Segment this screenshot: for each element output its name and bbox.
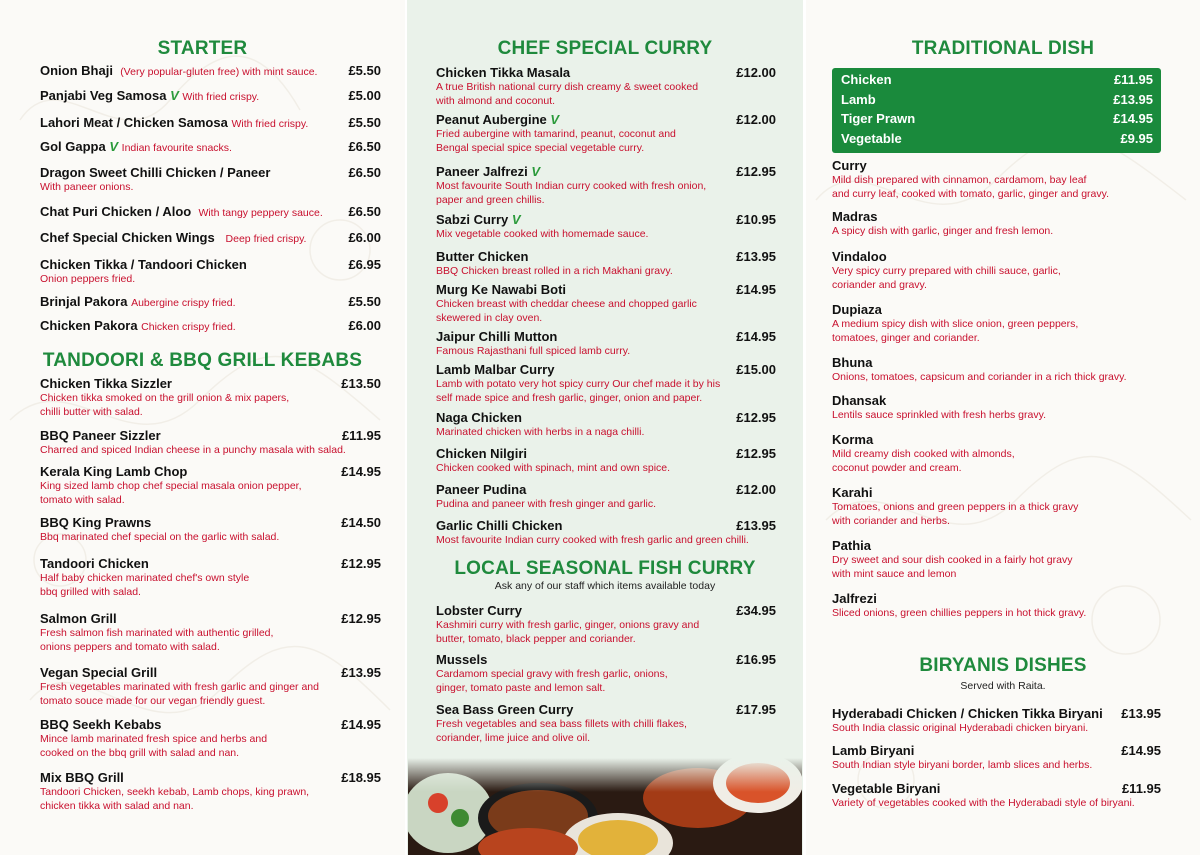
menu-item: [436, 362, 776, 405]
item-price: £6.95: [348, 257, 381, 272]
item-description: Lamb with potato very hot spicy curry Our chef made it by his: [436, 378, 721, 390]
menu-item: [40, 294, 381, 309]
item-description: coriander and gravy.: [832, 278, 927, 291]
item-price: £11.95: [341, 428, 381, 443]
item-name: BBQ King Prawns: [40, 515, 152, 530]
vegetarian-icon: V: [170, 88, 179, 103]
item-description: Fried aubergine with tamarind, peanut, coconut and: [436, 128, 676, 140]
item-description: chicken tikka with salad and nan.: [40, 799, 194, 812]
item-description: ginger, tomato paste and lemon salt.: [436, 681, 606, 694]
item-name: Chat Puri Chicken / Aloo: [40, 204, 192, 219]
chef-special-heading: CHEF SPECIAL CURRY: [497, 38, 713, 59]
item-price: £15.00: [736, 362, 776, 377]
item-description: self made spice and fresh garlic, ginger, onion and paper.: [436, 391, 703, 404]
item-name: Tandoori Chicken: [40, 556, 149, 571]
menu-item: [40, 515, 381, 545]
item-price: £6.00: [348, 318, 381, 333]
item-description: Charred and spiced Indian cheese in a punchy masala with salad.: [40, 444, 346, 456]
menu-item: [832, 743, 1161, 773]
menu-item: [40, 165, 381, 195]
item-name: Chicken Tikka Sizzler: [40, 376, 172, 391]
item-description: tomato with salad.: [40, 493, 125, 506]
menu-item: [832, 706, 1161, 736]
item-name: Sea Bass Green Curry: [436, 702, 574, 717]
item-description: Famous Rajasthani full spiced lamb curry.: [436, 345, 631, 357]
menu-item: [40, 318, 381, 333]
item-price: £10.95: [736, 212, 776, 227]
item-price: £11.95: [1121, 781, 1161, 796]
item-name: Chicken Nilgiri: [436, 446, 528, 461]
item-description: Half baby chicken marinated chef's own style: [40, 572, 250, 584]
item-description: Mince lamb marinated fresh spice and herbs and: [40, 733, 268, 745]
item-name: Chicken Pakora: [40, 318, 138, 333]
item-name: Panjabi Veg Samosa: [40, 88, 167, 103]
item-name: Lobster Curry: [436, 603, 522, 618]
food-photo: [408, 758, 802, 855]
traditional-heading: TRADITIONAL DISH: [911, 38, 1095, 59]
item-price: £5.50: [348, 115, 381, 130]
item-price: £6.50: [348, 165, 381, 180]
vegetarian-icon: V: [511, 212, 521, 227]
menu-item: [832, 355, 1172, 385]
menu-item: [40, 611, 381, 654]
menu-item: [436, 446, 776, 476]
menu-item: [436, 164, 776, 207]
item-name: Dupiaza: [832, 302, 882, 317]
menu-item: [436, 702, 776, 745]
item-name: Peanut Aubergine: [436, 112, 547, 127]
menu-item: [40, 204, 381, 219]
menu-item: [832, 485, 1172, 528]
item-description: Very spicy curry prepared with chilli sauce, garlic,: [832, 265, 1061, 277]
item-price: £12.00: [736, 112, 776, 127]
item-price: £5.50: [348, 294, 381, 309]
item-name: Chef Special Chicken Wings: [40, 230, 215, 245]
item-name: Naga Chicken: [436, 410, 522, 425]
item-price: £12.95: [736, 164, 776, 179]
item-description: Chicken cooked with spinach, mint and own spice.: [436, 462, 671, 474]
menu-item: [436, 282, 776, 325]
item-description: Fresh salmon fish marinated with authentic grilled,: [40, 627, 274, 639]
starter-heading: STARTER: [157, 38, 248, 59]
item-price: £34.95: [736, 603, 776, 618]
menu-item: [832, 209, 1172, 239]
menu-item: [40, 139, 381, 154]
item-price: £12.95: [736, 446, 776, 461]
item-price: £6.50: [348, 139, 381, 154]
item-price: £14.50: [341, 515, 381, 530]
food-photo-illustration: [408, 758, 802, 855]
item-description: Bbq marinated chef special on the garlic with salad.: [40, 531, 280, 543]
item-price: £14.95: [341, 464, 381, 479]
menu-item: [832, 249, 1172, 292]
item-price: £6.50: [348, 204, 381, 219]
vegetarian-icon: V: [550, 112, 560, 127]
menu-item: [40, 717, 381, 760]
menu-item: [40, 464, 381, 507]
item-description: with mint sauce and lemon: [832, 567, 957, 580]
item-price: £17.95: [736, 702, 776, 717]
item-description: Marinated chicken with herbs in a naga chilli.: [436, 426, 645, 438]
item-price: £13.95: [736, 518, 776, 533]
menu-item: [436, 112, 776, 155]
item-description: Pudina and paneer with fresh ginger and garlic.: [436, 498, 657, 510]
menu-item: [436, 410, 776, 440]
item-description: Dry sweet and sour dish cooked in a fairly hot gravy: [832, 554, 1073, 566]
item-description: Onions, tomatoes, capsicum and coriander in a rich thick gravy.: [832, 371, 1127, 383]
item-name: Madras: [832, 209, 878, 224]
item-description: Mild dish prepared with cinnamon, cardamom, bay leaf: [832, 174, 1087, 186]
item-name: Vindaloo: [832, 249, 887, 264]
menu-item: [832, 302, 1172, 345]
menu-item: [436, 652, 776, 695]
item-description: chilli butter with salad.: [40, 405, 143, 418]
menu-item: [436, 249, 776, 279]
item-price: £13.95: [1121, 706, 1161, 721]
item-description: A medium spicy dish with slice onion, green peppers,: [832, 318, 1079, 330]
item-description: coriander, lime juice and olive oil.: [436, 731, 591, 744]
item-description: Mix vegetable cooked with homemade sauce.: [436, 228, 649, 240]
right-column: [806, 0, 1200, 855]
item-description: Indian favourite snacks.: [121, 142, 232, 154]
item-description: (Very popular-gluten free) with mint sauce.: [120, 66, 318, 78]
traditional-price-box: [832, 68, 1161, 153]
price-row-value: £13.95: [1113, 92, 1153, 107]
item-description: skewered in clay oven.: [436, 311, 543, 324]
item-price: £12.95: [341, 556, 381, 571]
item-description: coconut powder and cream.: [832, 461, 962, 474]
menu-item: [832, 781, 1161, 811]
item-description: Tomatoes, onions and green peppers in a thick gravy: [832, 501, 1079, 513]
price-row: [841, 111, 1153, 131]
item-description: Most favourite South Indian curry cooked with fresh onion,: [436, 180, 707, 192]
item-name: Hyderabadi Chicken / Chicken Tikka Biryani: [832, 706, 1103, 721]
item-description: A spicy dish with garlic, ginger and fresh lemon.: [832, 225, 1054, 237]
item-price: £13.95: [341, 665, 381, 680]
vegetarian-icon: V: [531, 164, 541, 179]
item-name: Pathia: [832, 538, 872, 553]
item-name: BBQ Seekh Kebabs: [40, 717, 162, 732]
price-row-label: Chicken: [841, 72, 892, 87]
menu-item: [832, 591, 1172, 621]
item-description: South India classic original Hyderabadi chicken biryani.: [832, 722, 1089, 734]
fish-curry-heading: LOCAL SEASONAL FISH CURRY: [454, 558, 756, 579]
item-name: Vegan Special Grill: [40, 665, 158, 680]
item-name: Onion Bhaji: [40, 63, 113, 78]
item-description: King sized lamb chop chef special masala onion pepper,: [40, 480, 302, 492]
item-description: Chicken crispy fried.: [141, 321, 236, 333]
item-name: Lamb Biryani: [832, 743, 915, 758]
item-name: Butter Chicken: [436, 249, 529, 264]
item-description: and curry leaf, cooked with tomato, garlic, ginger and gravy.: [832, 187, 1110, 200]
item-name: Jaipur Chilli Mutton: [436, 329, 558, 344]
item-description: Onion peppers fried.: [40, 273, 136, 285]
item-price: £12.00: [736, 65, 776, 80]
item-name: Dragon Sweet Chilli Chicken / Paneer: [40, 165, 271, 180]
item-description: With fried crispy.: [182, 91, 260, 103]
menu-item: [40, 556, 381, 599]
item-description: Chicken tikka smoked on the grill onion & mix papers,: [40, 392, 290, 404]
menu-item: [436, 65, 776, 108]
left-column: [0, 0, 405, 855]
item-name: Salmon Grill: [40, 611, 117, 626]
menu-item: [436, 482, 776, 512]
menu-item: [436, 603, 776, 646]
item-price: £12.95: [341, 611, 381, 626]
item-description: paper and green chillis.: [436, 193, 545, 206]
menu-item: [40, 257, 381, 287]
item-description: Variety of vegetables cooked with the Hyderabadi style of biryani.: [832, 797, 1135, 809]
menu-item: [40, 63, 381, 78]
item-name: BBQ Paneer Sizzler: [40, 428, 161, 443]
item-description: South Indian style biryani border, lamb slices and herbs.: [832, 759, 1093, 771]
item-description: With fried crispy.: [231, 118, 309, 130]
menu-item: [436, 518, 776, 548]
item-price: £14.95: [736, 329, 776, 344]
menu-item: [40, 376, 381, 419]
item-description: Kashmiri curry with fresh garlic, ginger, onions gravy and: [436, 619, 700, 631]
middle-column: [407, 0, 803, 855]
item-price: £5.50: [348, 63, 381, 78]
price-row-value: £9.95: [1120, 131, 1153, 146]
item-name: Paneer Jalfrezi: [436, 164, 528, 179]
menu-item: [832, 538, 1172, 581]
item-description: Sliced onions, green chillies peppers in hot thick gravy.: [832, 607, 1087, 619]
item-price: £5.00: [348, 88, 381, 103]
menu-item: [40, 88, 381, 103]
biryani-subtitle: Served with Raita.: [960, 680, 1046, 692]
item-description: Fresh vegetables and sea bass fillets with chilli flakes,: [436, 718, 687, 730]
item-price: £14.95: [341, 717, 381, 732]
item-price: £14.95: [1121, 743, 1161, 758]
menu-item: [832, 393, 1172, 423]
item-name: Jalfrezi: [832, 591, 877, 606]
item-name: Karahi: [832, 485, 873, 500]
menu-item: [436, 329, 776, 359]
item-description: Bengal special spice special vegetable curry.: [436, 141, 645, 154]
item-description: tomato souce made for our vegan friendly guest.: [40, 694, 266, 707]
price-row: [841, 131, 1153, 151]
item-name: Garlic Chilli Chicken: [436, 518, 563, 533]
item-price: £16.95: [736, 652, 776, 667]
item-description: tomatoes, ginger and coriander.: [832, 331, 980, 344]
item-description: bbq grilled with salad.: [40, 585, 141, 598]
item-description: onions peppers and tomato with salad.: [40, 640, 220, 653]
price-row-label: Lamb: [841, 92, 876, 107]
item-price: £6.00: [348, 230, 381, 245]
price-row: [841, 72, 1153, 92]
item-name: Chicken Tikka / Tandoori Chicken: [40, 257, 247, 272]
item-name: Lahori Meat / Chicken Samosa: [40, 115, 228, 130]
item-description: with coriander and herbs.: [832, 514, 950, 527]
item-description: with almond and coconut.: [436, 94, 556, 107]
menu-item: [40, 665, 381, 708]
item-name: Chicken Tikka Masala: [436, 65, 571, 80]
item-description: Fresh vegetables marinated with fresh garlic and ginger and: [40, 681, 319, 693]
item-name: Mussels: [436, 652, 488, 667]
tandoori-heading: TANDOORI & BBQ GRILL KEBABS: [42, 350, 363, 371]
item-description: Mild creamy dish cooked with almonds,: [832, 448, 1015, 460]
fish-curry-subtitle: Ask any of our staff which items available today: [494, 580, 716, 592]
biryani-heading: BIRYANIS DISHES: [919, 655, 1087, 676]
item-description: BBQ Chicken breast rolled in a rich Makhani gravy.: [436, 265, 673, 277]
item-name: Curry: [832, 158, 867, 173]
item-description: Cardamom special gravy with fresh garlic, onions,: [436, 668, 668, 680]
menu-item: [40, 115, 381, 130]
item-price: £18.95: [341, 770, 381, 785]
item-description: Tandoori Chicken, seekh kebab, Lamb chops, king prawn,: [40, 786, 310, 798]
menu-item: [436, 212, 776, 242]
item-name: Gol Gappa: [40, 139, 106, 154]
item-name: Paneer Pudina: [436, 482, 527, 497]
item-description: Chicken breast with cheddar cheese and chopped garlic: [436, 298, 697, 310]
item-price: £12.00: [736, 482, 776, 497]
item-description: Most favourite Indian curry cooked with fresh garlic and green chilli.: [436, 534, 749, 546]
item-name: Mix BBQ Grill: [40, 770, 124, 785]
menu-item: [40, 428, 381, 458]
price-row-value: £11.95: [1113, 72, 1153, 87]
item-name: Dhansak: [832, 393, 887, 408]
item-description: With paneer onions.: [40, 181, 134, 193]
item-description: cooked on the bbq grill with salad and nan.: [40, 746, 240, 759]
item-name: Kerala King Lamb Chop: [40, 464, 188, 479]
price-row-label: Tiger Prawn: [841, 111, 916, 126]
item-name: Korma: [832, 432, 874, 447]
price-row: [841, 92, 1153, 112]
vegetarian-icon: V: [109, 139, 119, 154]
item-name: Lamb Malbar Curry: [436, 362, 555, 377]
item-name: Brinjal Pakora: [40, 294, 128, 309]
item-description: Lentils sauce sprinkled with fresh herbs gravy.: [832, 409, 1046, 421]
menu-item: [40, 230, 381, 245]
price-row-value: £14.95: [1113, 111, 1153, 126]
menu-item: [832, 432, 1172, 475]
item-name: Vegetable Biryani: [832, 781, 941, 796]
item-price: £12.95: [736, 410, 776, 425]
menu-item: [40, 770, 381, 813]
menu-item: [832, 158, 1172, 201]
item-description: butter, tomato, black pepper and coriander.: [436, 632, 636, 645]
item-name: Bhuna: [832, 355, 873, 370]
item-description: A true British national curry dish creamy & sweet cooked: [436, 81, 699, 93]
item-description: Aubergine crispy fried.: [131, 297, 236, 309]
item-price: £13.50: [341, 376, 381, 391]
item-description: With tangy peppery sauce.: [198, 207, 323, 219]
item-name: Sabzi Curry: [436, 212, 509, 227]
price-row-label: Vegetable: [841, 131, 902, 146]
item-name: Murg Ke Nawabi Boti: [436, 282, 567, 297]
item-price: £14.95: [736, 282, 776, 297]
item-price: £13.95: [736, 249, 776, 264]
item-description: Deep fried crispy.: [225, 233, 307, 245]
